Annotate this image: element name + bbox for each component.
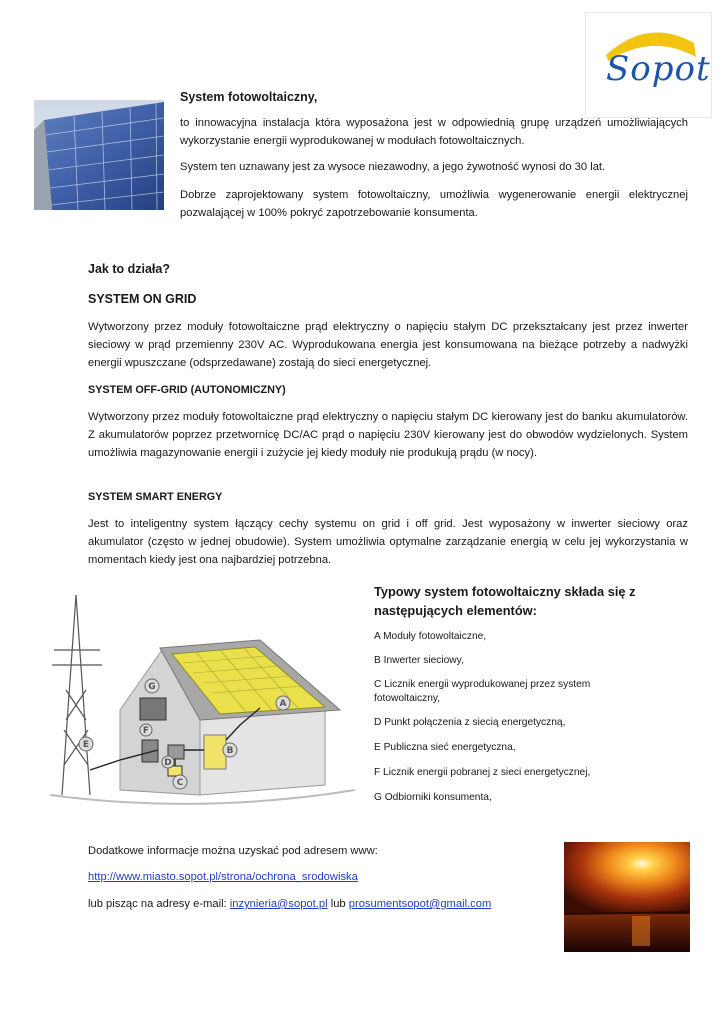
diagram-label-c: C	[176, 778, 184, 788]
solar-panel-photo	[34, 100, 164, 210]
diagram-label-f: F	[142, 726, 150, 736]
smart-energy-text: Jest to inteligentny system łączący cechy systemu on grid i off grid. Jest wyposażony w inwerter sieciowy oraz akumulator (często w jednej obudowie). System umożliwia optymalne zarządzanie energią w celu jej wykorzystania w momentach kiedy jest ona najbardziej potrzebna.	[88, 518, 688, 566]
off-grid-text: Wytworzony przez moduły fotowoltaiczne prąd elektryczny o napięciu stałym DC kierowany jest do banku akumulatorów. Z akumulatorów poprzez przetwornicę DC/AC prąd o napięciu 230V kierowany jest do obwodów wydzielonych. System umożliwia magazynowanie energii i zużycie jej kiedy moduły nie produkują prądu (w nocy).	[88, 411, 688, 459]
diagram-label-e: E	[82, 740, 90, 750]
diagram-label-b: B	[226, 746, 234, 756]
component-item: E Publiczna sieć energetyczna,	[374, 742, 516, 753]
component-item: B Inwerter sieciowy,	[374, 655, 464, 666]
intro-paragraph-2: System ten uznawany jest za wysoce niezawodny, a jego żywotność wynosi do 30 lat.	[180, 161, 606, 173]
email-link-2[interactable]: prosumentsopot@gmail.com	[348, 898, 492, 910]
component-item: D Punkt połączenia z siecią energetyczną,	[374, 717, 566, 728]
component-item: C Licznik energii wyprodukowanej przez system fotowoltaiczny,	[374, 679, 591, 704]
component-item: A Moduły fotowoltaiczne,	[374, 631, 487, 642]
on-grid-text: Wytworzony przez moduły fotowoltaiczne prąd elektryczny o napięciu stałym DC przekształcany jest przez inwerter sieciowy w prąd przemienny 230V AC. Wyprodukowana energia jest konsumowana na bieżące potrzeby a nadwyżki energii wpuszczane (odsprzedawane) zostają do sieci energetycznej.	[88, 321, 688, 369]
smart-energy-title: SYSTEM SMART ENERGY	[88, 491, 223, 503]
intro-paragraph-3: Dobrze zaprojektowany system fotowoltaiczny, umożliwia wygenerowanie energii elektrycznej pozwalającej w 100% pokryć zapotrzebowanie konsumenta.	[180, 189, 688, 219]
pv-system-diagram	[50, 590, 355, 820]
intro-paragraph-1: to innowacyjna instalacja która wyposażona jest w odpowiednią grupę urządzeń umożliwiających wykorzystanie energii wyprodukowanej w modułach fotowoltaicznych.	[180, 117, 688, 147]
how-title: Jak to działa?	[88, 262, 170, 276]
logo-text: Sopot	[606, 49, 711, 89]
power-pylon	[52, 595, 102, 795]
email-line	[88, 895, 491, 913]
website-link[interactable]: http://www.miasto.sopot.pl/strona/ochrona_srodowiska	[88, 871, 358, 883]
sunset-photo	[564, 842, 690, 952]
diagram-label-a: A	[279, 699, 287, 709]
intro-title: System fotowoltaiczny,	[180, 90, 318, 104]
off-grid-title: SYSTEM OFF-GRID (AUTONOMICZNY)	[88, 384, 286, 396]
email-link-1[interactable]: inzynieria@sopot.pl	[229, 898, 328, 910]
component-item: F Licznik energii pobranej z sieci energetycznej,	[374, 767, 591, 778]
component-item: G Odbiorniki konsumenta,	[374, 792, 492, 803]
on-grid-title: SYSTEM ON GRID	[88, 292, 197, 306]
email-separator: lub	[327, 898, 349, 910]
email-prefix: lub pisząc na adresy e-mail:	[88, 898, 230, 910]
diagram-label-g: G	[148, 682, 156, 692]
info-text: Dodatkowe informacje można uzyskać pod adresem www:	[88, 845, 378, 857]
components-title: Typowy system fotowoltaiczny składa się z następujących elementów:	[374, 584, 636, 618]
diagram-label-d: D	[164, 758, 172, 768]
sopot-logo	[585, 12, 712, 118]
